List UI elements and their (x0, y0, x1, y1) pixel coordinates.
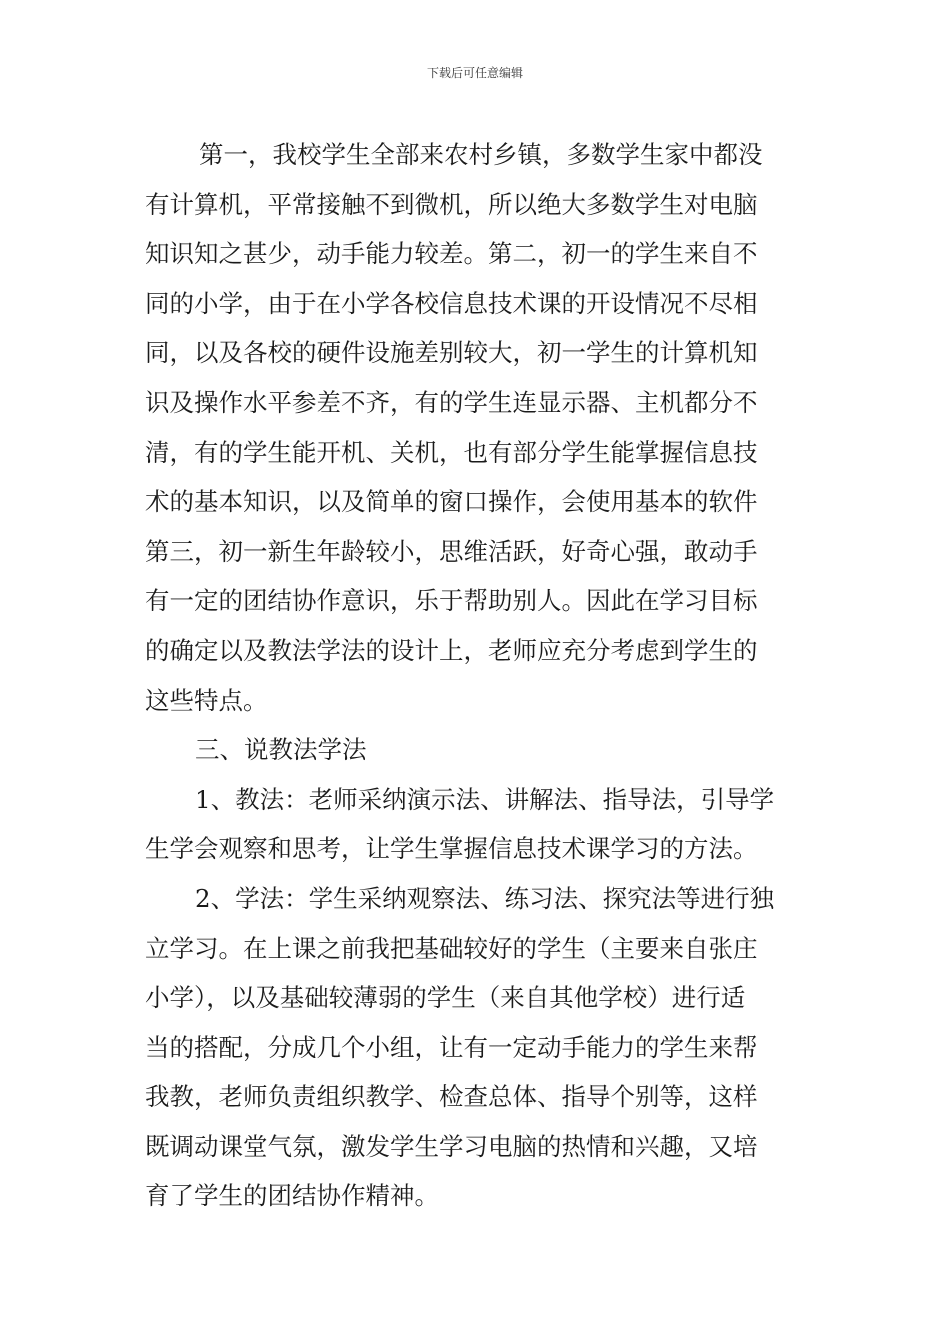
paragraph-line: 生学会观察和思考，让学生掌握信息技术课学习的方法。 (145, 834, 758, 864)
paragraph-line: 知识知之甚少，动手能力较差。第二，初一的学生来自不 (145, 239, 758, 269)
paragraph-line: 第三，初一新生年龄较小，思维活跃，好奇心强，敢动手 (145, 536, 758, 566)
paragraph-line: 既调动课堂气氛，激发学生学习电脑的热情和兴趣，又培 (145, 1131, 758, 1161)
paragraph-line: 育了学生的团结协作精神。 (145, 1181, 439, 1211)
paragraph-line: 术的基本知识，以及简单的窗口操作，会使用基本的软件 (145, 487, 758, 517)
paragraph-line: 识及操作水平参差不齐，有的学生连显示器、主机都分不 (145, 387, 758, 417)
paragraph-line: 同，以及各校的硬件设施差别较大，初一学生的计算机知 (145, 338, 758, 368)
paragraph-line: 当的搭配，分成几个小组，让有一定动手能力的学生来帮 (145, 1032, 758, 1062)
section-heading: 三、说教法学法 (195, 735, 367, 765)
paragraph-line: 2、学法：学生采纳观察法、练习法、探究法等进行独 (195, 883, 775, 913)
document-body (145, 130, 811, 1221)
page-header: 下载后可任意编辑 (426, 66, 523, 80)
paragraph-line: 的确定以及教法学法的设计上，老师应充分考虑到学生的 (145, 635, 758, 665)
paragraph-line: 小学），以及基础较薄弱的学生（来自其他学校）进行适 (145, 983, 746, 1013)
paragraph-line: 1、教法：老师采纳演示法、讲解法、指导法，引导学 (195, 784, 775, 814)
paragraph-line: 清，有的学生能开机、关机，也有部分学生能掌握信息技 (145, 437, 758, 467)
paragraph-line: 第一，我校学生全部来农村乡镇，多数学生家中都没 (199, 140, 763, 169)
paragraph-line: 同的小学，由于在小学各校信息技术课的开设情况不尽相 (145, 288, 758, 318)
paragraph-line: 立学习。在上课之前我把基础较好的学生（主要来自张庄 (145, 933, 758, 963)
paragraph-line: 这些特点。 (145, 685, 268, 715)
paragraph-line: 我教，老师负责组织教学、检查总体、指导个别等，这样 (145, 1082, 758, 1112)
paragraph-line: 有一定的团结协作意识，乐于帮助别人。因此在学习目标 (145, 586, 758, 616)
paragraph-line: 有计算机，平常接触不到微机，所以绝大多数学生对电脑 (145, 189, 758, 219)
